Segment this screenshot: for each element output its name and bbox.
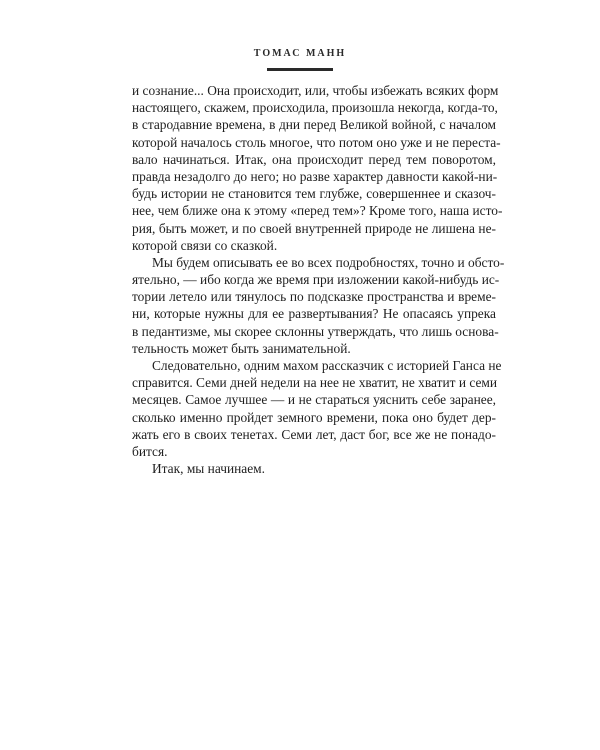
text-line: ятельно, — ибо когда же время при изложении какой-нибудь ис- <box>132 272 500 288</box>
paragraph-3 <box>132 357 502 460</box>
text-line: будь истории не становится тем глубже, совершеннее и сказоч- <box>132 186 496 202</box>
text-line: вало начинаться. Итак, она происходит перед тем поворотом, <box>132 151 496 167</box>
text-line: правда незадолго до него; но разве характер давности какой-ни- <box>132 168 498 184</box>
text-line: в стародавние времена, в дни перед Великой войной, с началом <box>132 117 496 133</box>
text-line: жать его в своих тенетах. Семи лет, даст бог, все же не понадо- <box>132 426 496 442</box>
text-line: тельность может быть занимательной. <box>132 340 351 356</box>
text-line: справится. Семи дней недели на нее не хватит, не хватит и семи <box>132 375 498 391</box>
text-line: которой связи со сказкой. <box>132 237 278 253</box>
text-line: нее, чем ближе она к этому «перед тем»? Кроме того, наша исто- <box>132 203 503 219</box>
text-line: Мы будем описывать ее во всех подробностях, точно и обсто- <box>152 254 505 270</box>
text-line: и сознание... Она происходит, или, чтобы избежать всяких форм <box>132 83 499 98</box>
text-line: бится. <box>132 443 168 459</box>
text-line: в педантизме, мы скорее склонны утверждать, что лишь основа- <box>132 323 499 339</box>
paragraph-4 <box>132 460 496 477</box>
text-line: которой началось столь многое, что потом оно уже и не переста- <box>132 134 501 150</box>
text-line: Итак, мы начинаем. <box>152 461 265 477</box>
text-line: месяцев. Самое лучшее — и не стараться уяснить себе заранее, <box>132 392 496 408</box>
text-line: настоящего, скажем, происходила, произошла некогда, когда-то, <box>132 100 498 116</box>
running-head-author: ТОМАС МАНН <box>253 48 347 59</box>
text-line: Следовательно, одним махом рассказчик с историей Ганса не <box>152 358 502 373</box>
running-head-rule <box>267 68 333 71</box>
paragraph-2 <box>132 254 505 357</box>
body-text <box>132 82 505 477</box>
text-line: ни, которые нужны для ее развертывания? Не опасаясь упрека <box>132 306 496 322</box>
text-line: сколько именно пройдет земного времени, пока оно будет дер- <box>132 409 496 425</box>
text-line: рия, быть может, и по своей внутренней природе не лишена не- <box>132 220 496 236</box>
paragraph-1 <box>132 82 503 254</box>
text-line: тории летело или тянулось по подсказке пространства и време- <box>132 289 496 305</box>
